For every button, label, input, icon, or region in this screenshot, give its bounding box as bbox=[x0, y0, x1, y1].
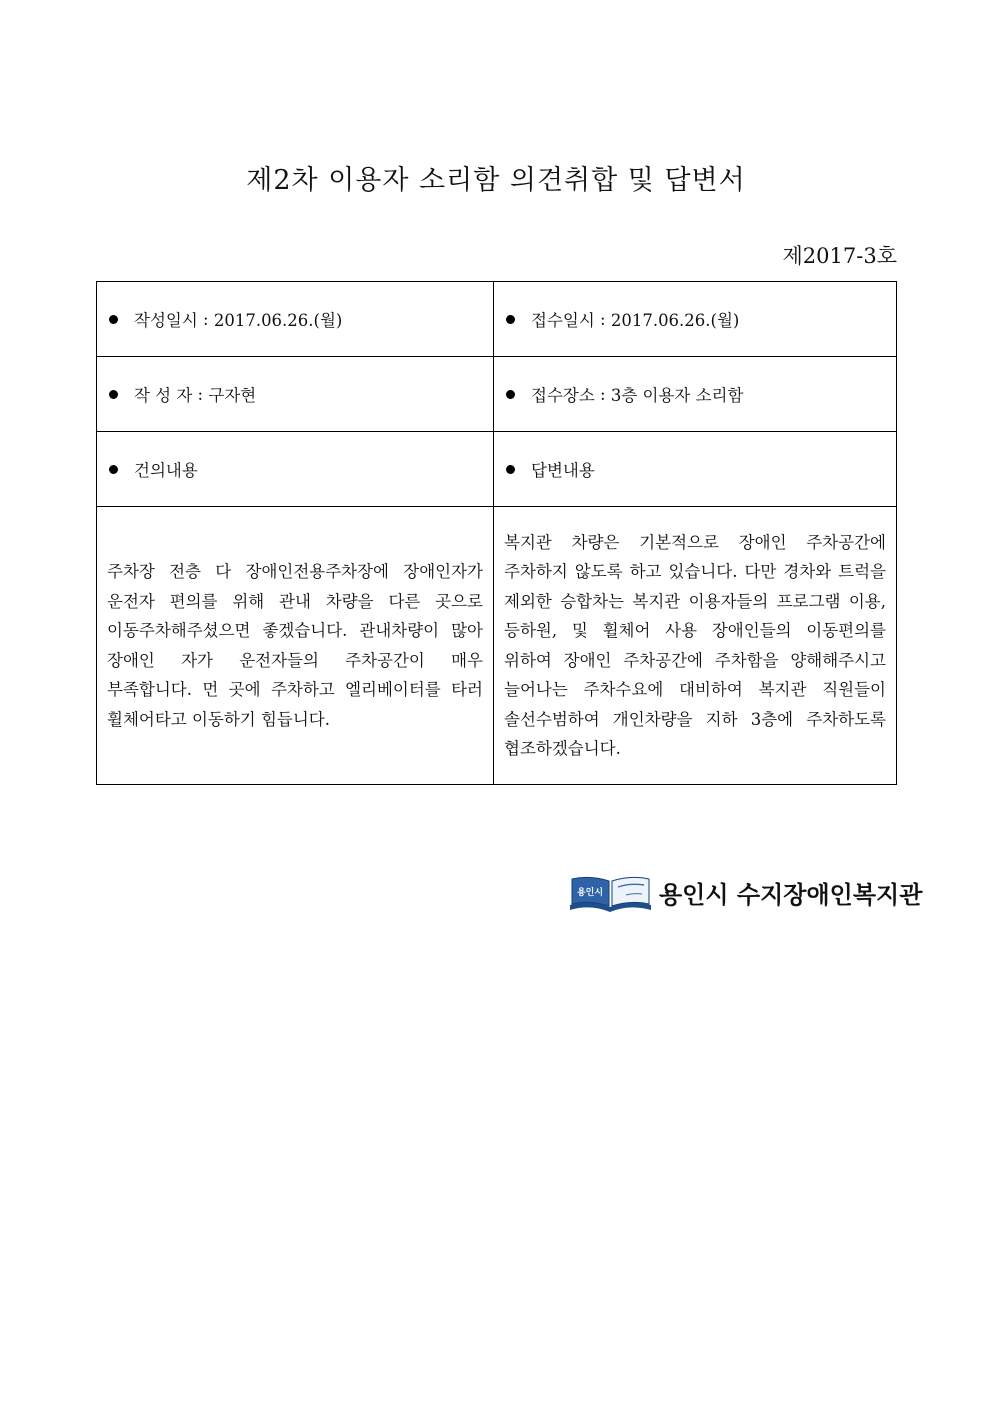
table-row bbox=[97, 432, 897, 507]
answer-header-cell bbox=[494, 432, 897, 507]
written-date-separator: : bbox=[197, 309, 214, 329]
bullet-icon bbox=[109, 390, 118, 399]
organization-logo bbox=[568, 868, 923, 916]
suggestion-text: 주차장 전층 다 장애인전용주차장에 장애인자가 운전자 편의를 위해 관내 차량을 다른 곳으로 이동주차해주셨으면 좋겠습니다. 관내차량이 많아 장애인 자가 운전자들의 주차공간이 매우 부족합니다. 먼 곳에 주차하고 엘리베이터를 타러 휠체어타고 이동하기 힘듭니다. bbox=[107, 562, 483, 729]
author-separator: : bbox=[192, 384, 209, 404]
table-row bbox=[97, 282, 897, 357]
svg-text:용인시: 용인시 bbox=[576, 888, 604, 898]
received-place-label: 접수장소 bbox=[531, 386, 595, 405]
opinion-form-table bbox=[96, 281, 897, 785]
bullet-icon bbox=[506, 315, 515, 324]
suggestion-content-cell bbox=[97, 507, 494, 785]
answer-text: 복지관 차량은 기본적으로 장애인 주차공간에 주차하지 않도록 하고 있습니다. 다만 경차와 트럭을 제외한 승합차는 복지관 이용자들의 프로그램 이용, 등하원, 및 휠체어 사용 장애인들의 이동편의를 위하여 장애인 주차공간에 주차함을 양해해주시고 늘어나는 주차수요에 대비하여 복지관 직원들이 솔선수범하여 개인차량을 지하 3층에 주차하도록 협조하겠습니다. bbox=[504, 532, 886, 758]
document-title: 제2차 이용자 소리함 의견취합 및 답변서 bbox=[246, 165, 746, 196]
bullet-icon bbox=[109, 315, 118, 324]
received-place-separator: : bbox=[594, 384, 611, 404]
bullet-icon bbox=[109, 465, 118, 474]
written-date-label: 작성일시 bbox=[134, 311, 198, 330]
received-date-cell bbox=[494, 282, 897, 357]
received-place-cell bbox=[494, 357, 897, 432]
received-date-separator: : bbox=[594, 309, 611, 329]
bullet-icon bbox=[506, 465, 515, 474]
author-value: 구자현 bbox=[208, 386, 257, 405]
table-row bbox=[97, 507, 897, 785]
written-date-value: 2017.06.26.(월) bbox=[213, 311, 343, 330]
received-date-label: 접수일시 bbox=[531, 311, 595, 330]
suggestion-header-cell bbox=[97, 432, 494, 507]
author-label: 작 성 자 bbox=[134, 386, 193, 405]
received-place-value: 3층 이용자 소리함 bbox=[610, 386, 744, 405]
document-number: 제2017-3호 bbox=[782, 244, 897, 268]
suggestion-header-label: 건의내용 bbox=[134, 461, 198, 480]
author-cell bbox=[97, 357, 494, 432]
received-date-value: 2017.06.26.(월) bbox=[610, 311, 740, 330]
bullet-icon bbox=[506, 390, 515, 399]
open-book-emblem-icon bbox=[568, 871, 653, 913]
written-date-cell bbox=[97, 282, 494, 357]
answer-header-label: 답변내용 bbox=[531, 461, 595, 480]
organization-name: 용인시 수지장애인복지관 bbox=[659, 880, 923, 909]
answer-content-cell bbox=[494, 507, 897, 785]
table-row bbox=[97, 357, 897, 432]
